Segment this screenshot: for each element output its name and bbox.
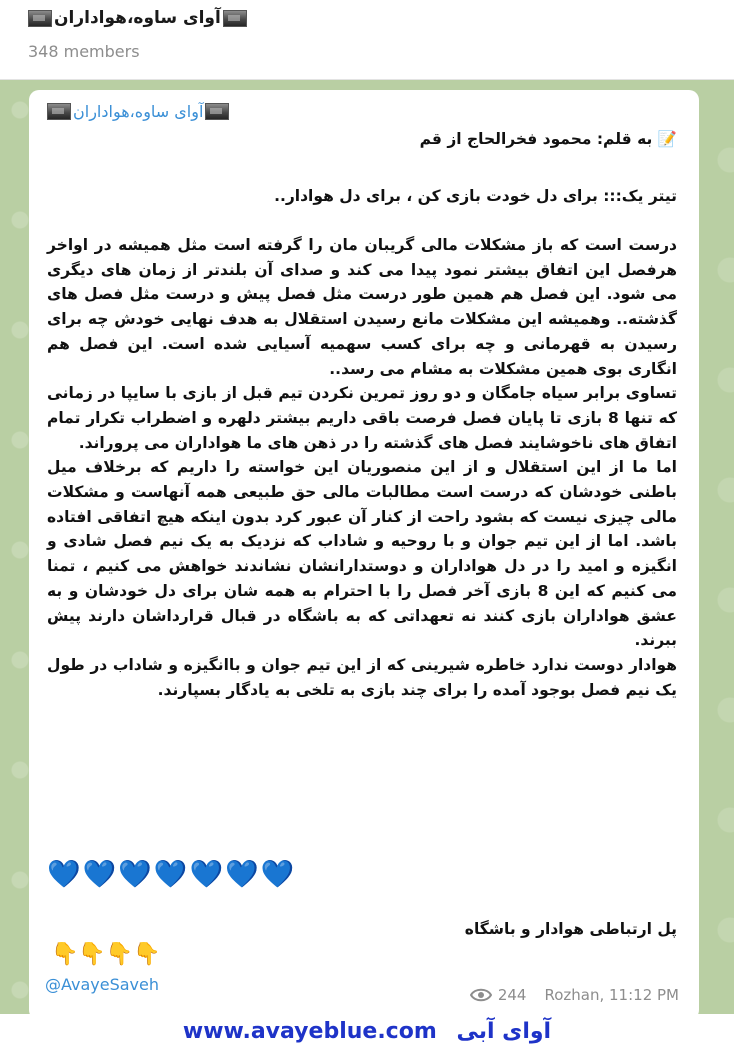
members-count: 348 members [28, 42, 140, 61]
bridge-line: پل ارتباطی هوادار و باشگاه [464, 920, 677, 938]
site-brand: آوای آبی [456, 1019, 552, 1044]
message-paragraph: درست است که باز مشکلات مالی گریبان مان را گرفته است مثل همیشه در اواخر هرفصل این اتفاق بیشتر نمود پیدا می کند و صدای آن بلندتر از زمان های دیگری می شود. این فصل هم همین طور درست مثل فصل پیش و درست مثل فصل های گذشته.. وهمیشه این مشکلات مانع رسیدن استقلال به هدف نهایی خودش چه برای رسیدن به قهرمانی و چه برای کسب سهمیه آسیایی شده است. این فصل هم انگاری بوی همین مشکلات به مشام می رسد.. [47, 236, 677, 378]
message-body [47, 233, 677, 702]
message-paragraph: هوادار دوست ندارد خاطره شیرینی که از این تیم جوان و باانگیزه و شاداب در طول یک نیم فصل بوجود آمده را برای چند بازی به تلخی به یادگار بسپارند. [47, 655, 677, 699]
channel-thumbnail-icon [205, 103, 229, 120]
eye-icon [470, 988, 492, 1002]
point-down-icons: 👇👇👇👇 [51, 942, 161, 967]
view-count: 244 [497, 986, 527, 1004]
channel-thumbnail-icon [28, 10, 52, 27]
forwarded-channel-name: آوای ساوه،هواداران [73, 102, 204, 121]
site-url: www.avayeblue.com [182, 1019, 437, 1044]
message-paragraph: اما ما از این استقلال و از این منصوریان این خواسته را داریم که برخلاف میل باطنی خودشان که درست است مطالبات مالی حق طبیعی همه آنهاست و مشکلات مالی چیزی نیست که بشود راحت از کنار آن عبور کرد بدون اینکه هیچ اتفاقی افتاده باشد. اما از این تیم جوان و با روحیه و شاداب که نزدیک به یک نیم فصل شادی و انگیزه و امید را در دل هواداران و دوستدارانشان نشاندند خواهش می کنیم ، تمنا می کنیم که این 8 بازی آخر فصل را با احترام به همه شان برای دل خودشان و به عشق هواداران بازی کنند نه تعهداتی که به باشگاه در قبال قرارداشان دارند پیش ببرند. [47, 458, 677, 650]
channel-title[interactable] [28, 8, 247, 28]
chat-header [0, 0, 734, 80]
forwarded-channel-link[interactable] [47, 102, 229, 121]
message-bubble[interactable] [29, 90, 699, 1020]
message-meta [470, 986, 679, 1004]
title-line: تیتر یک::: برای دل خودت بازی کن ، برای دل هوادار.. [274, 187, 677, 205]
channel-name: آوای ساوه،هواداران [54, 8, 221, 28]
channel-handle-link[interactable]: @AvayeSaveh [45, 975, 160, 994]
author-time: Rozhan, 11:12 PM [544, 986, 679, 1004]
channel-thumbnail-icon [47, 103, 71, 120]
message-paragraph: تساوی برابر سیاه جامگان و دو روز تمرین نکردن تیم قبل از بازی با سایپا در زمانی که تنها 8 بازی تا پایان فصل فرصت باقی داریم بیشتر دلهره و اضطراب تکرار تمام اتفاق های ناخوشایند فصل های گذشته را در ذهن های ما هواداران می پروراند. [47, 384, 677, 452]
channel-thumbnail-icon [223, 10, 247, 27]
blue-heart-icons: 💙💙💙💙💙💙💙 [47, 859, 297, 890]
author-line: 📝 به قلم: محمود فخرالحاج از قم [419, 130, 677, 148]
site-footer [0, 1014, 734, 1054]
